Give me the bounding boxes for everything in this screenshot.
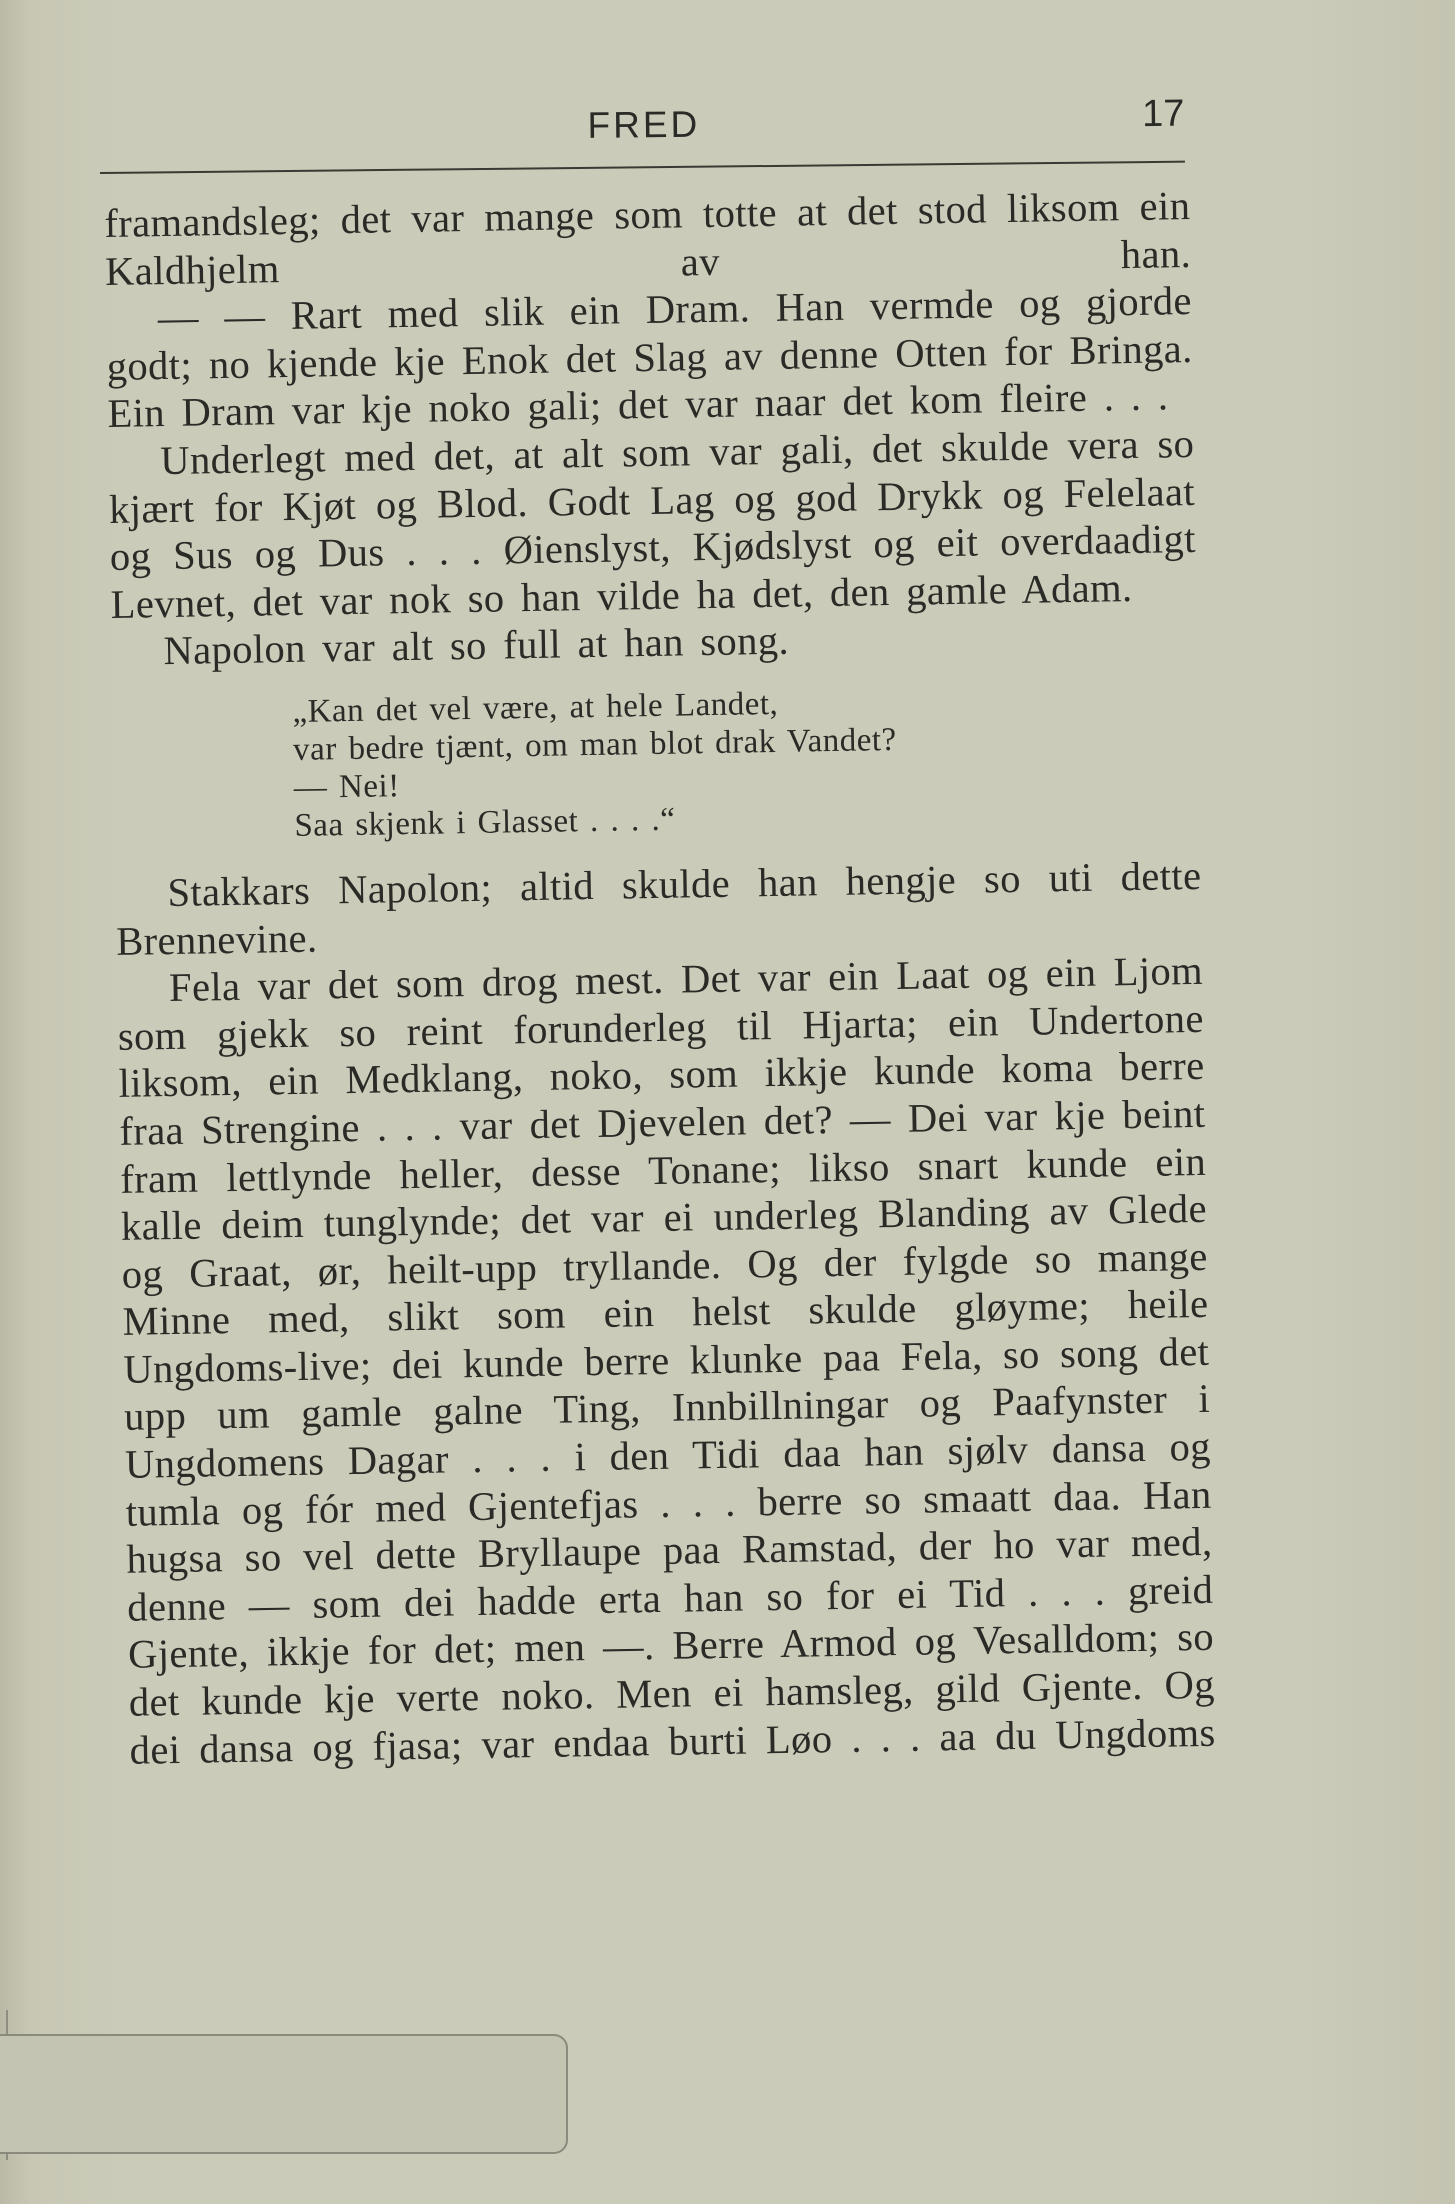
page-header xyxy=(99,93,1185,174)
paragraph: Fela var det som drog mest. Det var ein Laat og ein Ljom som gjekk so reint forunderleg til Hjarta; ein Undertone liksom, ein Medklang, noko, som ikkje kunde koma berre fraa Strengine . . . var det Djevelen det? — Dei var kje beint fram lettlynde heller, desse Tonane; likso snart kunde ein kalle deim tunglynde; det var ei underleg Blanding av Glede og Graat, ør, heilt-upp tryllande. Og der fylgde so mange Minne med, slikt som ein helst skulde gløyme; heile Ungdoms-live; dei kunde berre klunke paa Fela, so song det upp um gamle galne Ting, Innbillningar og Paafynster i Ungdomens Dagar . . . i den Tidi daa han sjølv dansa og tumla og fór med Gjentefjas . . . berre so smaatt daa. Han hugsa so vel dette Bryllaupe paa Ramstad, der ho var med, denne — som dei hadde erta han so for ei Tid . . . greid Gjente, ikkje for det; men —. Berre Armod og Vesalldom; so det kunde kje verte noko. Men ei hamsleg, gild Gjente. Og dei dansa og fjasa; var endaa burti Løo . . . aa du Ungdoms xyxy=(117,948,1216,1773)
paper-slip xyxy=(0,2034,568,2154)
header-rule xyxy=(100,161,1185,174)
paragraph: Underlegt med det, at alt som var gali, det skulde vera so kjært for Kjøt og Blod. Godt Lag og god Drykk og Felelaat og Sus og Dus . . . Øienslyst, Kjødslyst og eit overdaadigt Levnet, det var nok so han vilde ha det, den gamle Adam. xyxy=(108,420,1197,627)
verse-quote xyxy=(292,678,1200,845)
paragraph: Stakkars Napolon; altid skulde han hengje so uti dette Brennevine. xyxy=(115,852,1202,964)
verse-line: — Nei! xyxy=(293,768,400,806)
verse-line: var bedre tjænt, om man blot drak Vandet? xyxy=(292,721,897,768)
paragraph: Napolon var alt so full at han song. xyxy=(163,618,790,674)
running-title: FRED xyxy=(587,103,701,146)
body-text xyxy=(104,182,1216,1774)
page-number: 17 xyxy=(1141,92,1185,136)
verse-line: Saa skjenk i Glasset . . . .“ xyxy=(294,801,676,844)
paragraph: — — Rart med slik ein Dram. Han vermde og gjorde godt; no kjende kje Enok det Slag av denne Otten for Bringa. Ein Dram var kje noko gali; det var naar det kom fleire . . . xyxy=(106,278,1193,437)
verse-line: „Kan det vel være, at hele Landet, xyxy=(292,685,779,730)
paragraph: framandsleg; det var mange som totte at det stod liksom ein Kaldhjelm av han. xyxy=(104,182,1192,294)
